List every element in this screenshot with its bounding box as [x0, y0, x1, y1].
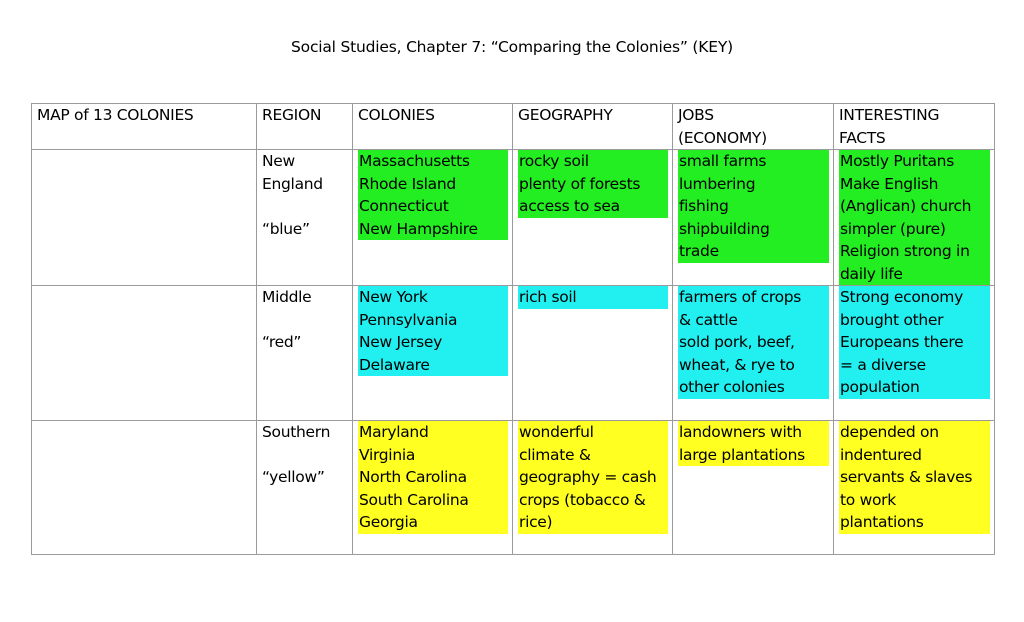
colonies-cell: Massachusetts Rhode Island Connecticut New Hampshire — [353, 150, 513, 286]
color-label: “red” — [262, 333, 302, 351]
jobs-cell: farmers of crops & cattle sold pork, beef, wheat, & rye to other colonies — [673, 286, 834, 421]
header-geography: GEOGRAPHY — [513, 104, 673, 150]
page-title: Social Studies, Chapter 7: “Comparing the Colonies” (KEY) — [291, 38, 733, 56]
region-cell: Southern “yellow” — [257, 421, 353, 555]
map-cell — [32, 150, 257, 286]
facts-cell: Strong economy brought other Europeans there = a diverse population — [834, 286, 995, 421]
header-jobs: JOBS (ECONOMY) — [673, 104, 834, 150]
color-label: “yellow” — [262, 468, 325, 486]
facts-cell: Mostly Puritans Make English (Anglican) church simpler (pure) Religion strong in daily life — [834, 150, 995, 286]
colonies-cell: New York Pennsylvania New Jersey Delaware — [353, 286, 513, 421]
facts-cell: depended on indentured servants & slaves to work plantations — [834, 421, 995, 555]
header-facts: INTERESTING FACTS — [834, 104, 995, 150]
header-row — [32, 104, 995, 150]
region-cell: New England “blue” — [257, 150, 353, 286]
header-colonies: COLONIES — [353, 104, 513, 150]
header-region: REGION — [257, 104, 353, 150]
region-cell: Middle “red” — [257, 286, 353, 421]
jobs-cell: small farms lumbering fishing shipbuilding trade — [673, 150, 834, 286]
geography-cell: rocky soil plenty of forests access to sea — [513, 150, 673, 286]
colonies-cell: Maryland Virginia North Carolina South Carolina Georgia — [353, 421, 513, 555]
geography-cell: wonderful climate & geography = cash crops (tobacco & rice) — [513, 421, 673, 555]
geography-cell: rich soil — [513, 286, 673, 421]
table-row-southern — [32, 421, 995, 555]
color-label: “blue” — [262, 219, 310, 238]
table-row-new-england — [32, 150, 995, 286]
table-row-middle — [32, 286, 995, 421]
colonies-table — [31, 103, 995, 555]
jobs-cell: landowners with large plantations — [673, 421, 834, 555]
map-cell — [32, 286, 257, 421]
header-map: MAP of 13 COLONIES — [32, 104, 257, 150]
map-cell — [32, 421, 257, 555]
